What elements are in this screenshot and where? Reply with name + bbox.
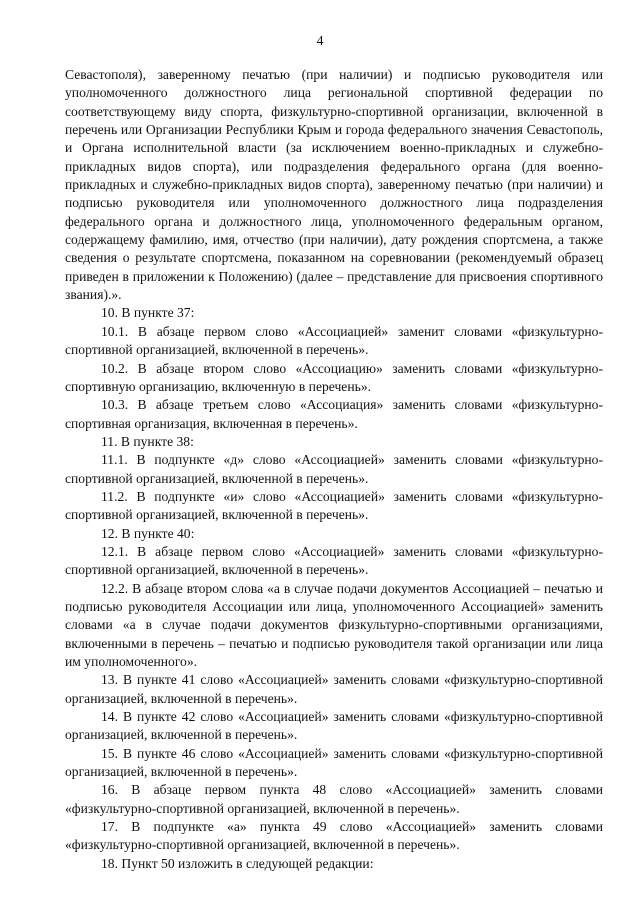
paragraph-item-12-2: 12.2. В абзаце втором слова «а в случае подачи документов Ассоциацией – печатью и подписью руководителя Ассоциации или лица, уполномоченного Ассоциацией» заменить словами «а в случае подачи документов физкультурно-спортивными организациями, включенными в перечень – печатью и подписью руководителя такой организации или лица им уполномоченного».: [65, 580, 603, 669]
paragraph-item-15: 15. В пункте 46 слово «Ассоциацией» заменить словами «физкультурно-спортивной организацией, включенной в перечень».: [65, 745, 603, 780]
paragraph-item-12-1: 12.1. В абзаце первом слово «Ассоциацией» заменить словами «физкультурно-спортивной организацией, включенной в перечень».: [65, 543, 603, 578]
paragraph-item-16: 16. В абзаце первом пункта 48 слово «Ассоциацией» заменить словами «физкультурно-спортивной организацией, включенной в перечень».: [65, 782, 603, 816]
paragraph-item-11-2: 11.2. В подпункте «и» слово «Ассоциацией» заменить словами «физкультурно-спортивной организацией, включенной в перечень».: [65, 488, 603, 523]
paragraph-item-12: 12. В пункте 40:: [101, 525, 195, 541]
paragraph-item-13: 13. В пункте 41 слово «Ассоциацией» заменить словами «физкультурно-спортивной организацией, включенной в перечень».: [65, 672, 603, 706]
paragraph-item-17: 17. В подпункте «а» пункта 49 слово «Ассоциацией» заменить словами «физкультурно-спортивной организацией, включенной в перечень».: [65, 819, 603, 853]
paragraph-item-11-1: 11.1. В подпункте «д» слово «Ассоциацией» заменить словами «физкультурно-спортивной организацией, включенной в перечень».: [65, 452, 603, 486]
page-number: 4: [316, 34, 324, 49]
paragraph-item-18: 18. Пункт 50 изложить в следующей редакции:: [101, 855, 374, 871]
document-body: [65, 66, 603, 873]
paragraph-item-10-3: 10.3. В абзаце третьем слово «Ассоциация» заменить словами «физкультурно-спортивная организация, включенная в перечень».: [65, 397, 603, 431]
paragraph-item-11: 11. В пункте 38:: [101, 433, 194, 449]
paragraph-item-10-1: 10.1. В абзаце первом слово «Ассоциацией» заменит словами «физкультурно-спортивной организацией, включенной в перечень».: [65, 323, 603, 358]
paragraph-continuation: Севастополя), заверенному печатью (при наличии) и подписью руководителя или уполномоченного должностного лица региональной спортивной федерации по соответствующему виду спорта, физкультурно-спортивной организации, включенной в перечень или Организации Республики Крым и города федерального значения Севастополь, и Органа исполнительной власти (за исключением военно-прикладных и служебно-прикладных видов спорта), или подразделения федерального органа (для военно-прикладных и служебно-прикладных видов спорта), заверенному печатью (при наличии) и подписью руководителя или уполномоченного должностного лица подразделения федерального органа и должностного лица, уполномоченного федеральным органом, содержащему фамилию, имя, отчество (при наличии), дату рождения спортсмена, а также сведения о результате спортсмена, показанном на соревновании (рекомендуемый образец приведен в приложении к Положению) (далее – представление для присвоения спортивного звания).».: [65, 67, 603, 303]
paragraph-item-14: 14. В пункте 42 слово «Ассоциацией» заменить словами «физкультурно-спортивной организацией, включенной в перечень».: [65, 709, 603, 743]
paragraph-item-10: 10. В пункте 37:: [101, 305, 195, 321]
paragraph-item-10-2: 10.2. В абзаце втором слово «Ассоциацию» заменить словами «физкультурно-спортивную организацию, включенную в перечень».: [65, 360, 603, 394]
